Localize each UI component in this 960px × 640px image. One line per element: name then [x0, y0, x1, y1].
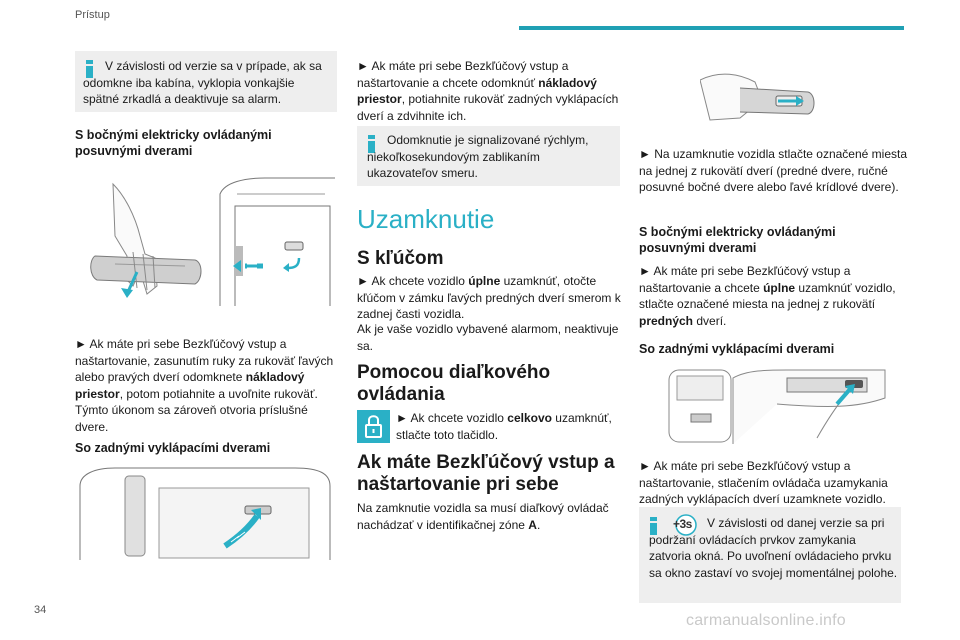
paragraph-lock-front: ► Ak máte pri sebe Bezkľúčový vstup a naštartovanie a chcete úplne uzamknúť vozidlo, stlačte označené miesta na jednej z rukovätí predných dverí. [639, 264, 896, 328]
subheading-key: S kľúčom [357, 248, 444, 269]
hold-3s-label: +3s [673, 517, 692, 531]
illustration-hand-press [700, 70, 820, 126]
watermark: carmanualsonline.info [686, 612, 846, 629]
info-note-text: V závislosti od verzie sa v prípade, ak sa odomkne iba kabína, vyklopia vonkajšie spätné zrkadlá a deaktivuje sa alarm. [83, 59, 322, 106]
paragraph-lock-tailgate: ► Ak máte pri sebe Bezkľúčový vstup a naštartovanie, stlačením ovládača uzamykania zadných vyklápacích dverí uzamknete vozidlo. [639, 459, 888, 506]
heading-tailgate: So zadnými vyklápacími dverami [75, 441, 271, 455]
paragraph-alarm: Ak je vaše vozidlo vybavené alarmom, neaktivuje sa. [357, 322, 619, 353]
illustration-tailgate-button [667, 368, 887, 444]
paragraph-remote-lock: ► Ak chcete vozidlo celkovo uzamknúť, stlačte toto tlačidlo. [396, 411, 612, 442]
info-note-text: Odomknutie je signalizované rýchlym, niekoľkosekundovým zablikaním ukazovateľov smeru. [367, 133, 589, 180]
subheading-remote: Pomocou diaľkového ovládania [357, 362, 551, 405]
paragraph-keyless-zone: Na zamknutie vozidla sa musí diaľkový ovládač nachádzať v identifikačnej zóne A. [357, 501, 609, 532]
paragraph-unlock-sliding: ► Ak máte pri sebe Bezkľúčový vstup a naštartovanie, zasunutím ruky za rukoväť ľavých alebo pravých dverí odomknete nákladový priestor, potom potiahnite a uvoľnite rukoväť. Týmto úkonom sa zároveň otvoria príslušné dvere. [75, 337, 334, 434]
heading-sliding-doors-lock: S bočnými elektricky ovládanými posuvnými dverami [639, 225, 836, 255]
info-note [75, 51, 337, 112]
illustration-hand-handle [85, 176, 335, 306]
section-title-lock: Uzamknutie [357, 204, 495, 234]
heading-tailgate-lock: So zadnými vyklápacími dverami [639, 342, 835, 356]
illustration-rear-van [75, 466, 337, 560]
paragraph-unlock-tailgate: ► Ak máte pri sebe Bezkľúčový vstup a naštartovanie a chcete odomknúť nákladový priestor, potiahnite rukoväť zadných vyklápacích dverí a zdvihnite ich. [357, 59, 619, 123]
page-number: 34 [34, 604, 47, 616]
paragraph-lock-key: ► Ak chcete vozidlo úplne uzamknúť, otočte kľúčom v zámku ľavých predných dverí smerom k zadnej časti vozidla. [357, 274, 621, 321]
info-note-text: V závislosti od danej verzie sa pri podržaní ovládacích prvkov zamykania zatvoria okná. Po uvoľnení ovládacieho prvku sa okno zastaví vo svojej momentálnej polohe. [649, 516, 898, 580]
paragraph-lock-handles: ► Na uzamknutie vozidla stlačte označené miesta na jednej z rukovätí dverí (predné dvere, ručné posuvné bočné dvere alebo ľavé krídlové dvere). [639, 147, 908, 194]
section-header: Prístup [75, 9, 110, 21]
lock-icon [357, 410, 390, 443]
subheading-keyless: Ak máte Bezkľúčový vstup a naštartovanie pri sebe [357, 452, 615, 495]
heading-sliding-doors: S bočnými elektricky ovládanými posuvnými dverami [75, 128, 272, 158]
info-note-blink [357, 126, 620, 186]
header-accent-bar [519, 26, 904, 30]
info-note-windows [639, 507, 901, 603]
